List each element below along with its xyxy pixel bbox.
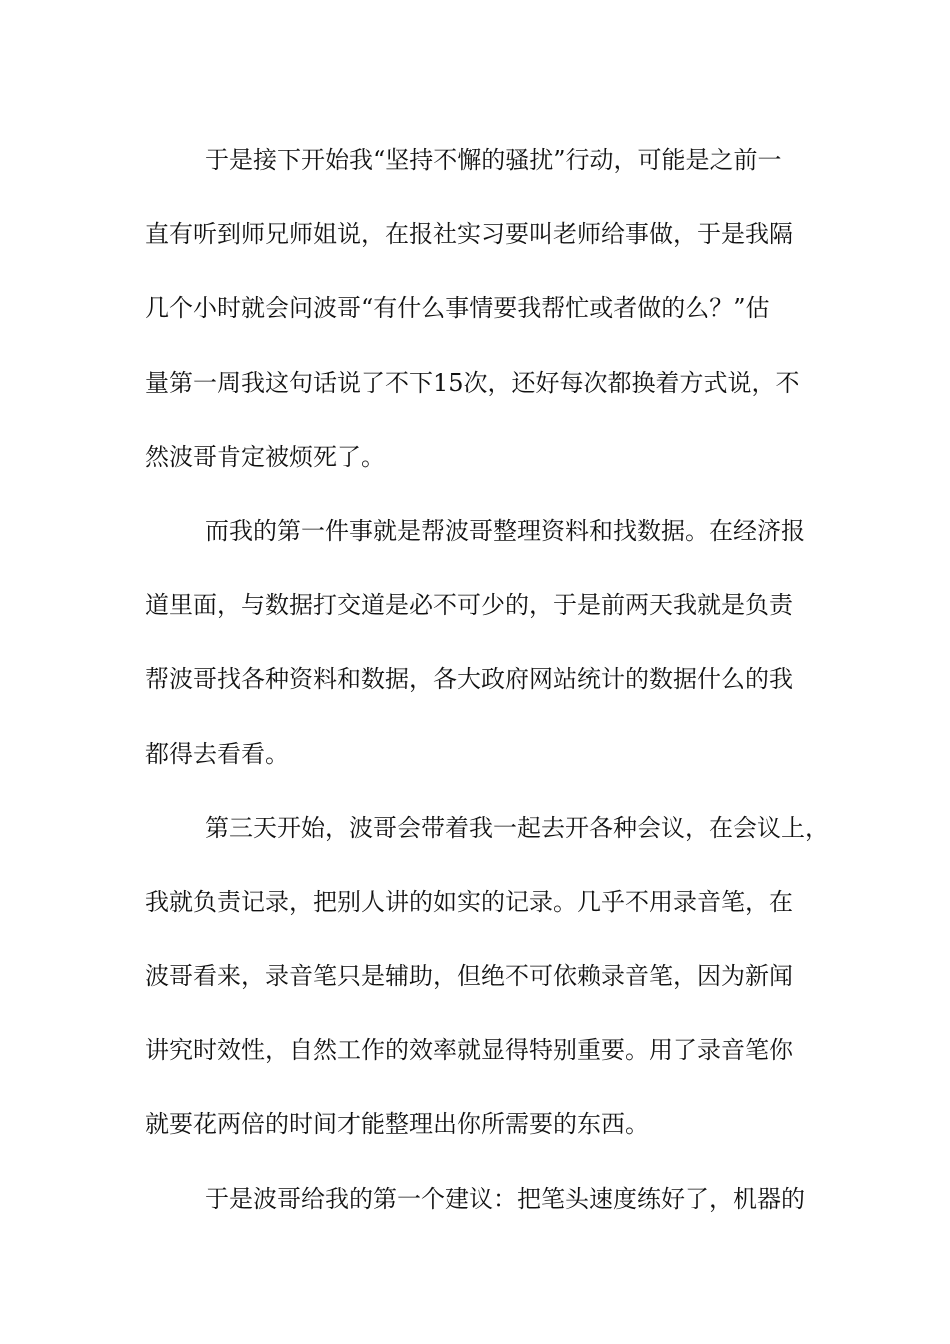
text-line: 直有听到师兄师姐说，在报社实习要叫老师给事做，于是我隔: [145, 220, 793, 249]
text-line: 于是波哥给我的第一个建议：把笔头速度练好了，机器的: [205, 1184, 805, 1213]
text-line: 就要花两倍的时间才能整理出你所需要的东西。: [145, 1110, 649, 1139]
text-line: 道里面，与数据打交道是必不可少的，于是前两天我就是负责: [145, 591, 793, 620]
text-line: 量第一周我这句话说了不下15次，还好每次都换着方式说，不: [145, 368, 800, 397]
text-line: 而我的第一件事就是帮波哥整理资料和找数据。在经济报: [205, 516, 805, 545]
text-line: 波哥看来，录音笔只是辅助，但绝不可依赖录音笔，因为新闻: [145, 962, 793, 991]
text-line: 然波哥肯定被烦死了。: [145, 442, 385, 471]
document-body: [145, 123, 829, 1236]
text-line: 帮波哥找各种资料和数据，各大政府网站统计的数据什么的我: [145, 665, 793, 694]
text-line: 我就负责记录，把别人讲的如实的记录。几乎不用录音笔，在: [145, 887, 793, 916]
text-line: 第三天开始，波哥会带着我一起去开各种会议，在会议上，: [205, 813, 829, 842]
text-line: 都得去看看。: [145, 739, 289, 768]
text-line: 几个小时就会问波哥“有什么事情要我帮忙或者做的么？”估: [145, 294, 770, 323]
text-line: 讲究时效性，自然工作的效率就显得特别重要。用了录音笔你: [145, 1036, 793, 1065]
text-line: 于是接下开始我“坚持不懈的骚扰”行动，可能是之前一: [205, 146, 782, 174]
